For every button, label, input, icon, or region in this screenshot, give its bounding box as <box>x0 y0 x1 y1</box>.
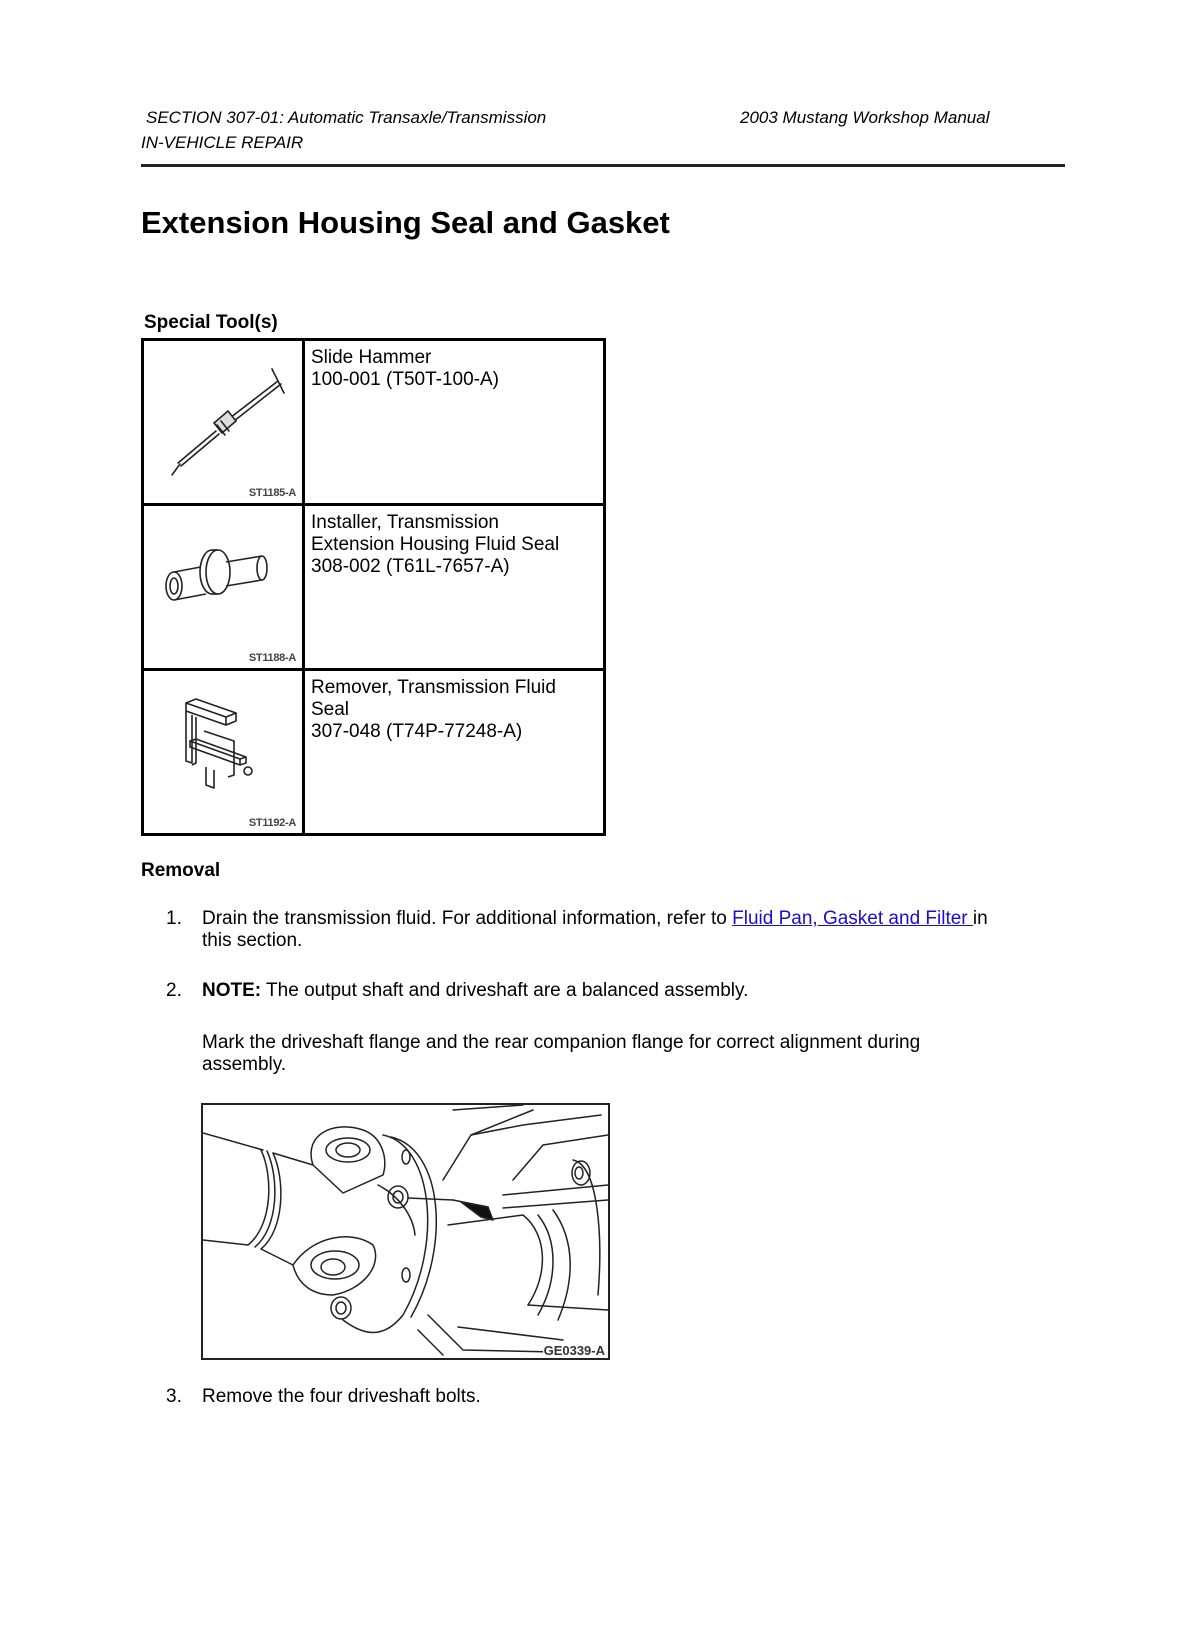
tool-image-code: ST1188-A <box>248 652 296 664</box>
step-note <box>202 980 1042 1002</box>
seal-installer-icon <box>144 506 302 662</box>
tool-number: 308-002 (T61L-7657-A) <box>311 556 510 577</box>
step-number: 2. <box>166 980 182 1001</box>
figure-code: GE0339-A <box>543 1343 605 1358</box>
note-text: The output shaft and driveshaft are a balanced assembly. <box>261 980 749 1001</box>
header-section: SECTION 307-01: Automatic Transaxle/Transmission <box>146 108 547 127</box>
header-manual-title: 2003 Mustang Workshop Manual <box>740 108 990 127</box>
step-text-intro: Drain the transmission fluid. For additional information, refer to <box>202 908 733 929</box>
driveshaft-flange-illustration <box>203 1105 608 1358</box>
tool-image-code: ST1192-A <box>248 817 296 829</box>
tool-description <box>304 340 605 505</box>
tool-description <box>304 505 605 670</box>
tool-name: Remover, Transmission Fluid <box>311 677 556 698</box>
removal-heading: Removal <box>141 860 221 881</box>
instruction-line: assembly. <box>202 1054 287 1075</box>
step-text-in: in <box>972 908 988 929</box>
tool-row <box>143 340 605 505</box>
instruction-line: Mark the driveshaft flange and the rear companion flange for correct alignment during <box>202 1032 921 1053</box>
tool-row <box>143 670 605 835</box>
header-subsection: IN-VEHICLE REPAIR <box>141 133 304 152</box>
tool-name: Slide Hammer <box>311 347 432 368</box>
tool-row <box>143 505 605 670</box>
tool-name-continued: Seal <box>311 699 350 720</box>
header-divider <box>141 164 1065 167</box>
page-title: Extension Housing Seal and Gasket <box>141 205 670 240</box>
tool-name-continued: Extension Housing Fluid Seal <box>311 534 560 555</box>
step-number: 1. <box>166 908 182 929</box>
step-number: 3. <box>166 1386 182 1407</box>
seal-remover-icon <box>144 671 302 827</box>
tool-image-cell <box>143 505 304 670</box>
slide-hammer-icon <box>144 341 302 497</box>
tool-description <box>304 670 605 835</box>
special-tools-table <box>141 338 606 836</box>
tool-image-cell <box>143 340 304 505</box>
tool-image-code: ST1185-A <box>248 487 296 499</box>
driveshaft-flange-figure <box>201 1103 610 1360</box>
tool-number: 307-048 (T74P-77248-A) <box>311 721 523 742</box>
step-text <box>202 908 1042 952</box>
tool-number: 100-001 (T50T-100-A) <box>311 369 499 390</box>
note-label: NOTE: <box>202 980 262 1001</box>
step-text: Remove the four driveshaft bolts. <box>202 1386 481 1407</box>
step-text-end: this section. <box>202 930 303 951</box>
tool-name: Installer, Transmission <box>311 512 499 533</box>
fluid-pan-gasket-filter-link[interactable]: Fluid Pan, Gasket and Filter <box>732 908 973 929</box>
special-tools-heading: Special Tool(s) <box>144 312 278 333</box>
instruction-text <box>202 1032 1042 1076</box>
tool-image-cell <box>143 670 304 835</box>
